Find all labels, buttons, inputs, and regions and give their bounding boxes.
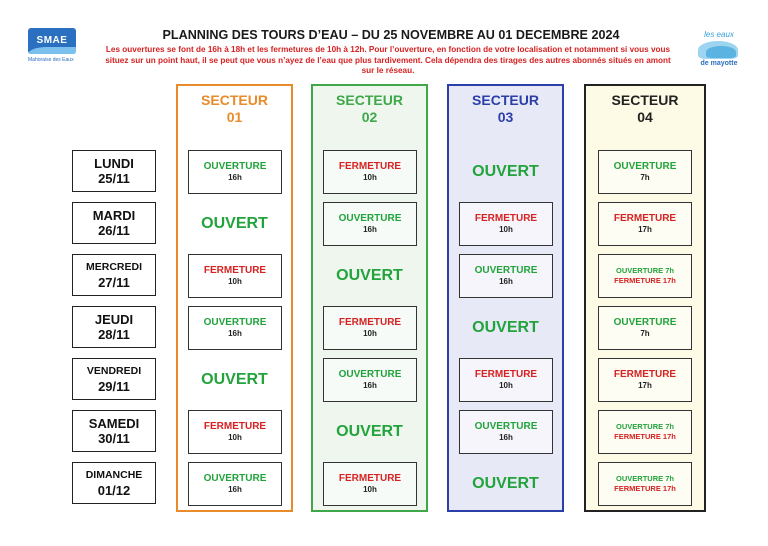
time-label: 17h bbox=[638, 381, 652, 390]
schedule-cell-s01-row-3 bbox=[188, 254, 282, 298]
time-label: 17h bbox=[638, 225, 652, 234]
time-label: 16h bbox=[499, 277, 513, 286]
sector-label: SECTEUR bbox=[472, 92, 539, 108]
sector-02-column bbox=[311, 84, 428, 512]
sector-number: 03 bbox=[497, 109, 514, 125]
schedule-cell-s04-row-5 bbox=[598, 358, 692, 402]
sector-number: 04 bbox=[637, 109, 653, 125]
time-label: 10h bbox=[228, 433, 242, 442]
sector-02-header bbox=[313, 92, 426, 126]
time-label: 10h bbox=[363, 173, 377, 182]
time-label: 10h bbox=[499, 225, 513, 234]
status-open-s03-row-7: OUVERT bbox=[472, 475, 539, 492]
schedule-cell-s02-row-5 bbox=[323, 358, 417, 402]
time-label: 10h bbox=[363, 485, 377, 494]
opening-line: OUVERTURE 7h bbox=[616, 474, 674, 483]
day-name: DIMANCHE bbox=[85, 468, 143, 481]
closing-label: FERMETURE bbox=[338, 161, 402, 172]
schedule-cell-s04-row-7 bbox=[598, 462, 692, 506]
day-label-thursday bbox=[72, 306, 156, 348]
status-open-s02-row-3: OUVERT bbox=[336, 267, 403, 284]
schedule-cell-s04-row-1 bbox=[598, 150, 692, 194]
schedule-cell-s01-row-1 bbox=[188, 150, 282, 194]
schedule-cell-s01-row-4 bbox=[188, 306, 282, 350]
schedule-cell-s01-row-6 bbox=[188, 410, 282, 454]
smae-logo-text: SMAE bbox=[36, 35, 68, 46]
day-name: VENDREDI bbox=[86, 364, 142, 377]
sector-number: 01 bbox=[226, 109, 243, 125]
day-date: 27/11 bbox=[98, 274, 130, 290]
closing-label: FERMETURE bbox=[203, 421, 267, 432]
day-label-saturday bbox=[72, 410, 156, 452]
sector-number: 02 bbox=[361, 109, 378, 125]
water-icon bbox=[706, 46, 736, 58]
logo-bottom-text: de mayotte bbox=[700, 60, 738, 67]
schedule-cell-s01-row-7 bbox=[188, 462, 282, 506]
day-label-monday bbox=[72, 150, 156, 192]
day-date: 29/11 bbox=[98, 378, 130, 394]
status-open-s01-row-2: OUVERT bbox=[201, 215, 268, 232]
day-name: MARDI bbox=[92, 207, 136, 223]
opening-label: OUVERTURE bbox=[613, 317, 677, 328]
day-label-sunday bbox=[72, 462, 156, 504]
smae-logo-subtitle: Mahoraise des Eaux bbox=[28, 57, 74, 63]
schedule-cell-s03-row-2 bbox=[459, 202, 553, 246]
closing-label: FERMETURE bbox=[338, 473, 402, 484]
opening-line: OUVERTURE 7h bbox=[616, 422, 674, 431]
closing-line: FERMETURE 17h bbox=[614, 484, 676, 493]
day-label-friday bbox=[72, 358, 156, 400]
day-date: 28/11 bbox=[98, 326, 130, 342]
schedule-cell-s04-row-6 bbox=[598, 410, 692, 454]
time-label: 16h bbox=[228, 329, 242, 338]
status-open-s03-row-1: OUVERT bbox=[472, 163, 539, 180]
schedule-cell-s04-row-2 bbox=[598, 202, 692, 246]
status-open-s01-row-5: OUVERT bbox=[201, 371, 268, 388]
time-label: 10h bbox=[228, 277, 242, 286]
opening-label: OUVERTURE bbox=[203, 317, 267, 328]
schedule-cell-s03-row-5 bbox=[459, 358, 553, 402]
time-label: 7h bbox=[640, 329, 650, 338]
sector-01-header bbox=[178, 92, 291, 126]
closing-label: FERMETURE bbox=[613, 213, 677, 224]
opening-line: OUVERTURE 7h bbox=[616, 266, 674, 275]
opening-label: OUVERTURE bbox=[474, 421, 538, 432]
closing-label: FERMETURE bbox=[474, 369, 538, 380]
time-label: 10h bbox=[499, 381, 513, 390]
schedule-cell-s02-row-7 bbox=[323, 462, 417, 506]
sector-04-header bbox=[586, 92, 704, 126]
opening-label: OUVERTURE bbox=[203, 161, 267, 172]
page-title: PLANNING DES TOURS D’EAU – DU 25 NOVEMBRE AU 01 DECEMBRE 2024 bbox=[162, 28, 620, 42]
schedule-cell-s03-row-6 bbox=[459, 410, 553, 454]
closing-label: FERMETURE bbox=[338, 317, 402, 328]
schedule-cell-s04-row-3 bbox=[598, 254, 692, 298]
sector-label: SECTEUR bbox=[201, 92, 268, 108]
schedule-cell-s04-row-4 bbox=[598, 306, 692, 350]
day-label-wednesday bbox=[72, 254, 156, 296]
schedule-cell-s02-row-2 bbox=[323, 202, 417, 246]
smae-logo bbox=[28, 28, 78, 63]
sector-03-header bbox=[449, 92, 562, 126]
day-date: 26/11 bbox=[98, 222, 130, 238]
schedule-notice: Les ouvertures se font de 16h à 18h et les fermetures de 10h à 12h. Pour l’ouverture, en fonction de votre localisation et notamment si vous vous situez sur un point haut, il se peut que vous n’ayez de l’eau que plus tardivement. Cela dépendra des tirages des autres abonnés situés en amont sur le réseau. bbox=[105, 45, 671, 76]
wave-icon bbox=[28, 47, 76, 54]
sector-label: SECTEUR bbox=[611, 92, 679, 108]
logo-top-text: les eaux bbox=[704, 30, 734, 39]
closing-line: FERMETURE 17h bbox=[614, 276, 676, 285]
day-name: SAMEDI bbox=[88, 415, 140, 431]
day-name: MERCREDI bbox=[85, 260, 142, 273]
day-date: 30/11 bbox=[98, 430, 130, 446]
closing-line: FERMETURE 17h bbox=[614, 432, 676, 441]
day-name: JEUDI bbox=[94, 311, 134, 327]
eaux-de-mayotte-logo bbox=[694, 30, 744, 76]
schedule-cell-s02-row-1 bbox=[323, 150, 417, 194]
day-label-tuesday bbox=[72, 202, 156, 244]
time-label: 16h bbox=[499, 433, 513, 442]
status-open-s03-row-4: OUVERT bbox=[472, 319, 539, 336]
time-label: 7h bbox=[640, 173, 650, 182]
schedule-cell-s03-row-3 bbox=[459, 254, 553, 298]
day-name: LUNDI bbox=[94, 155, 134, 171]
opening-label: OUVERTURE bbox=[613, 161, 677, 172]
day-date: 25/11 bbox=[98, 170, 130, 186]
status-open-s02-row-6: OUVERT bbox=[336, 423, 403, 440]
schedule-cell-s02-row-4 bbox=[323, 306, 417, 350]
opening-label: OUVERTURE bbox=[338, 369, 402, 380]
opening-label: OUVERTURE bbox=[474, 265, 538, 276]
time-label: 10h bbox=[363, 329, 377, 338]
time-label: 16h bbox=[363, 381, 377, 390]
closing-label: FERMETURE bbox=[613, 369, 677, 380]
closing-label: FERMETURE bbox=[203, 265, 267, 276]
sector-01-column bbox=[176, 84, 293, 512]
time-label: 16h bbox=[228, 173, 242, 182]
sector-label: SECTEUR bbox=[336, 92, 403, 108]
time-label: 16h bbox=[363, 225, 377, 234]
sector-03-column bbox=[447, 84, 564, 512]
sector-04-column bbox=[584, 84, 706, 512]
opening-label: OUVERTURE bbox=[338, 213, 402, 224]
time-label: 16h bbox=[228, 485, 242, 494]
closing-label: FERMETURE bbox=[474, 213, 538, 224]
smae-logo-mark bbox=[28, 28, 76, 54]
opening-label: OUVERTURE bbox=[203, 473, 267, 484]
day-date: 01/12 bbox=[97, 482, 131, 498]
